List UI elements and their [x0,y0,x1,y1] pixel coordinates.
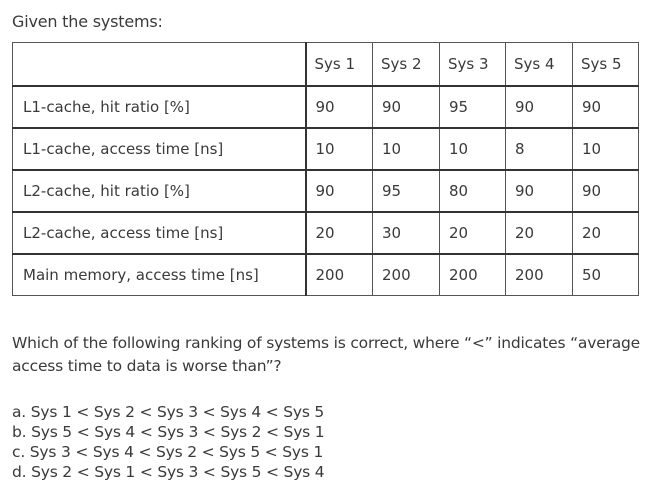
table-row [13,170,639,212]
table-cell: 90 [306,86,373,128]
table-cell: 200 [373,254,440,296]
table-cell: 200 [506,254,573,296]
table-cell: 90 [573,170,639,212]
column-header: Sys 5 [573,43,639,87]
row-label: L1-cache, hit ratio [%] [13,86,306,128]
row-label: L2-cache, access time [ns] [13,212,306,254]
option-b: b. Sys 5 < Sys 4 < Sys 3 < Sys 2 < Sys 1 [12,423,325,441]
table-cell: 80 [440,170,506,212]
question-text: Which of the following ranking of systems is correct, where “<” indicates “average access time to data is worse than”? [12,334,640,375]
option-a: a. Sys 1 < Sys 2 < Sys 3 < Sys 4 < Sys 5 [12,403,325,421]
table-cell: 8 [506,128,573,170]
table-cell: 90 [306,170,373,212]
table-cell: 10 [440,128,506,170]
row-label: Main memory, access time [ns] [13,254,306,296]
systems-table [12,42,639,296]
row-label: L1-cache, access time [ns] [13,128,306,170]
table-cell: 95 [373,170,440,212]
column-header: Sys 3 [440,43,506,87]
table-row [13,212,639,254]
answer-options [12,402,324,482]
table-cell: 30 [373,212,440,254]
table-header-row [13,43,639,87]
table-cell: 200 [440,254,506,296]
table-cell: 10 [573,128,639,170]
column-header: Sys 1 [306,43,373,87]
table-cell: 20 [440,212,506,254]
column-header: Sys 2 [373,43,440,87]
table-cell: 200 [306,254,373,296]
table-row [13,128,639,170]
column-header: Sys 4 [506,43,573,87]
table-row [13,254,639,296]
header-corner-cell [13,43,306,87]
table-cell: 90 [373,86,440,128]
table-cell: 90 [506,170,573,212]
table-cell: 20 [306,212,373,254]
table-cell: 50 [573,254,639,296]
table-cell: 20 [573,212,639,254]
table-cell: 90 [506,86,573,128]
table-cell: 95 [440,86,506,128]
table-cell: 20 [506,212,573,254]
table-cell: 10 [373,128,440,170]
table-cell: 90 [573,86,639,128]
intro-text: Given the systems: [12,12,163,31]
table-cell: 10 [306,128,373,170]
option-c: c. Sys 3 < Sys 4 < Sys 2 < Sys 5 < Sys 1 [12,443,324,461]
table-row [13,86,639,128]
option-d: d. Sys 2 < Sys 1 < Sys 3 < Sys 5 < Sys 4 [12,463,325,481]
row-label: L2-cache, hit ratio [%] [13,170,306,212]
